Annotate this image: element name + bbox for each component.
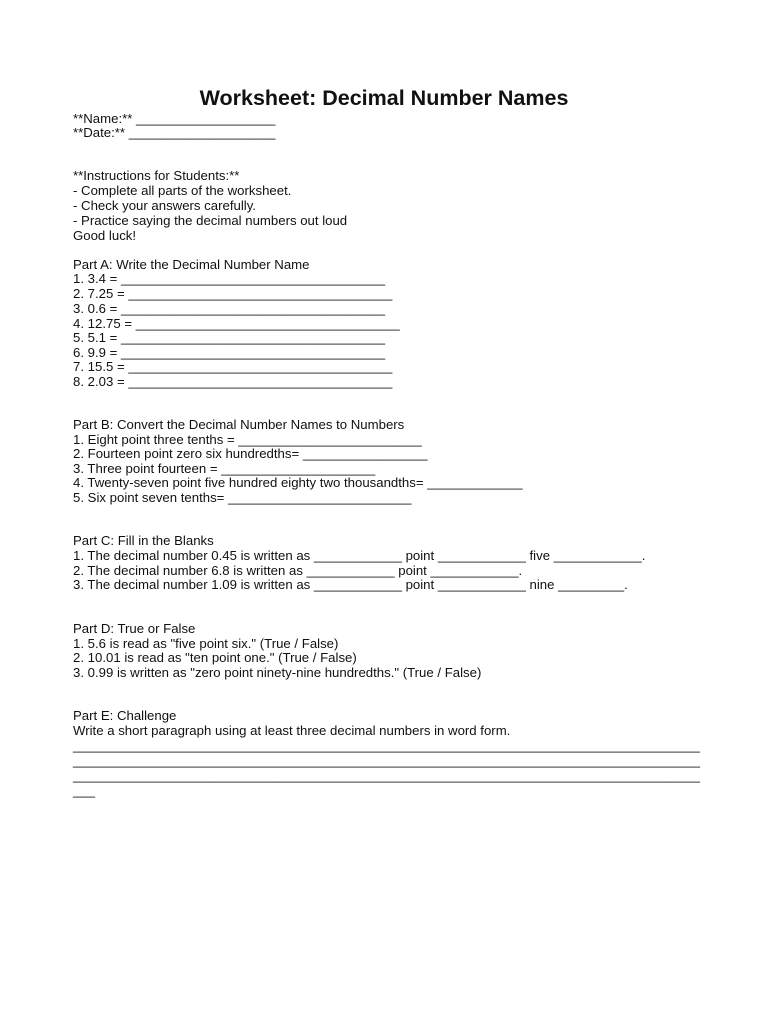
- part-a-item: 6. 9.9 = ____________________________________: [73, 345, 386, 360]
- part-a-item: 5. 5.1 = ____________________________________: [73, 330, 386, 345]
- answer-line: ___: [73, 783, 96, 798]
- part-a-item: 7. 15.5 = ____________________________________: [73, 359, 393, 374]
- part-a-item: 3. 0.6 = ____________________________________: [73, 301, 386, 316]
- part-b-item: 5. Six point seven tenths= _________________________: [73, 490, 412, 505]
- part-c-item: 2. The decimal number 6.8 is written as ____________ point ____________.: [73, 563, 523, 578]
- part-a-heading: Part A: Write the Decimal Number Name: [73, 257, 310, 272]
- part-c-heading: Part C: Fill in the Blanks: [73, 533, 214, 548]
- instructions-closing: Good luck!: [73, 228, 137, 243]
- answer-line: ________________________________________________________________________________________: [73, 768, 700, 783]
- part-d-heading: Part D: True or False: [73, 621, 196, 636]
- part-b-item: 1. Eight point three tenths = _________________________: [73, 432, 422, 447]
- part-c-item: 3. The decimal number 1.09 is written as ____________ point ____________ nine _________.: [73, 577, 628, 592]
- instructions-heading: **Instructions for Students:**: [73, 168, 240, 183]
- part-d-item: 1. 5.6 is read as "five point six." (True / False): [73, 636, 339, 651]
- part-a-item: 4. 12.75 = ____________________________________: [73, 316, 400, 331]
- name-line: **Name:** ___________________: [73, 111, 276, 126]
- part-e-prompt: Write a short paragraph using at least three decimal numbers in word form.: [73, 723, 511, 738]
- part-a-item: 8. 2.03 = ____________________________________: [73, 374, 393, 389]
- answer-line: ________________________________________________________________________________________: [73, 753, 700, 768]
- date-line: **Date:** ____________________: [73, 125, 276, 140]
- instruction-item: - Complete all parts of the worksheet.: [73, 183, 292, 198]
- instruction-item: - Check your answers carefully.: [73, 198, 256, 213]
- part-b-item: 3. Three point fourteen = _____________________: [73, 461, 376, 476]
- part-b-item: 2. Fourteen point zero six hundredths= _________________: [73, 446, 428, 461]
- part-a-item: 1. 3.4 = ____________________________________: [73, 271, 386, 286]
- answer-line: ________________________________________________________________________________________: [73, 738, 700, 753]
- part-a-item: 2. 7.25 = ____________________________________: [73, 286, 393, 301]
- instruction-item: - Practice saying the decimal numbers out loud: [73, 213, 348, 228]
- worksheet-title: Worksheet: Decimal Number Names: [199, 86, 569, 110]
- part-b-heading: Part B: Convert the Decimal Number Names to Numbers: [73, 417, 405, 432]
- part-e-heading: Part E: Challenge: [73, 708, 177, 723]
- part-d-item: 3. 0.99 is written as "zero point ninety-nine hundredths." (True / False): [73, 665, 482, 680]
- part-d-item: 2. 10.01 is read as "ten point one." (True / False): [73, 650, 357, 665]
- part-b-item: 4. Twenty-seven point five hundred eighty two thousandths= _____________: [73, 475, 523, 490]
- part-c-item: 1. The decimal number 0.45 is written as ____________ point ____________ five ____________.: [73, 548, 646, 563]
